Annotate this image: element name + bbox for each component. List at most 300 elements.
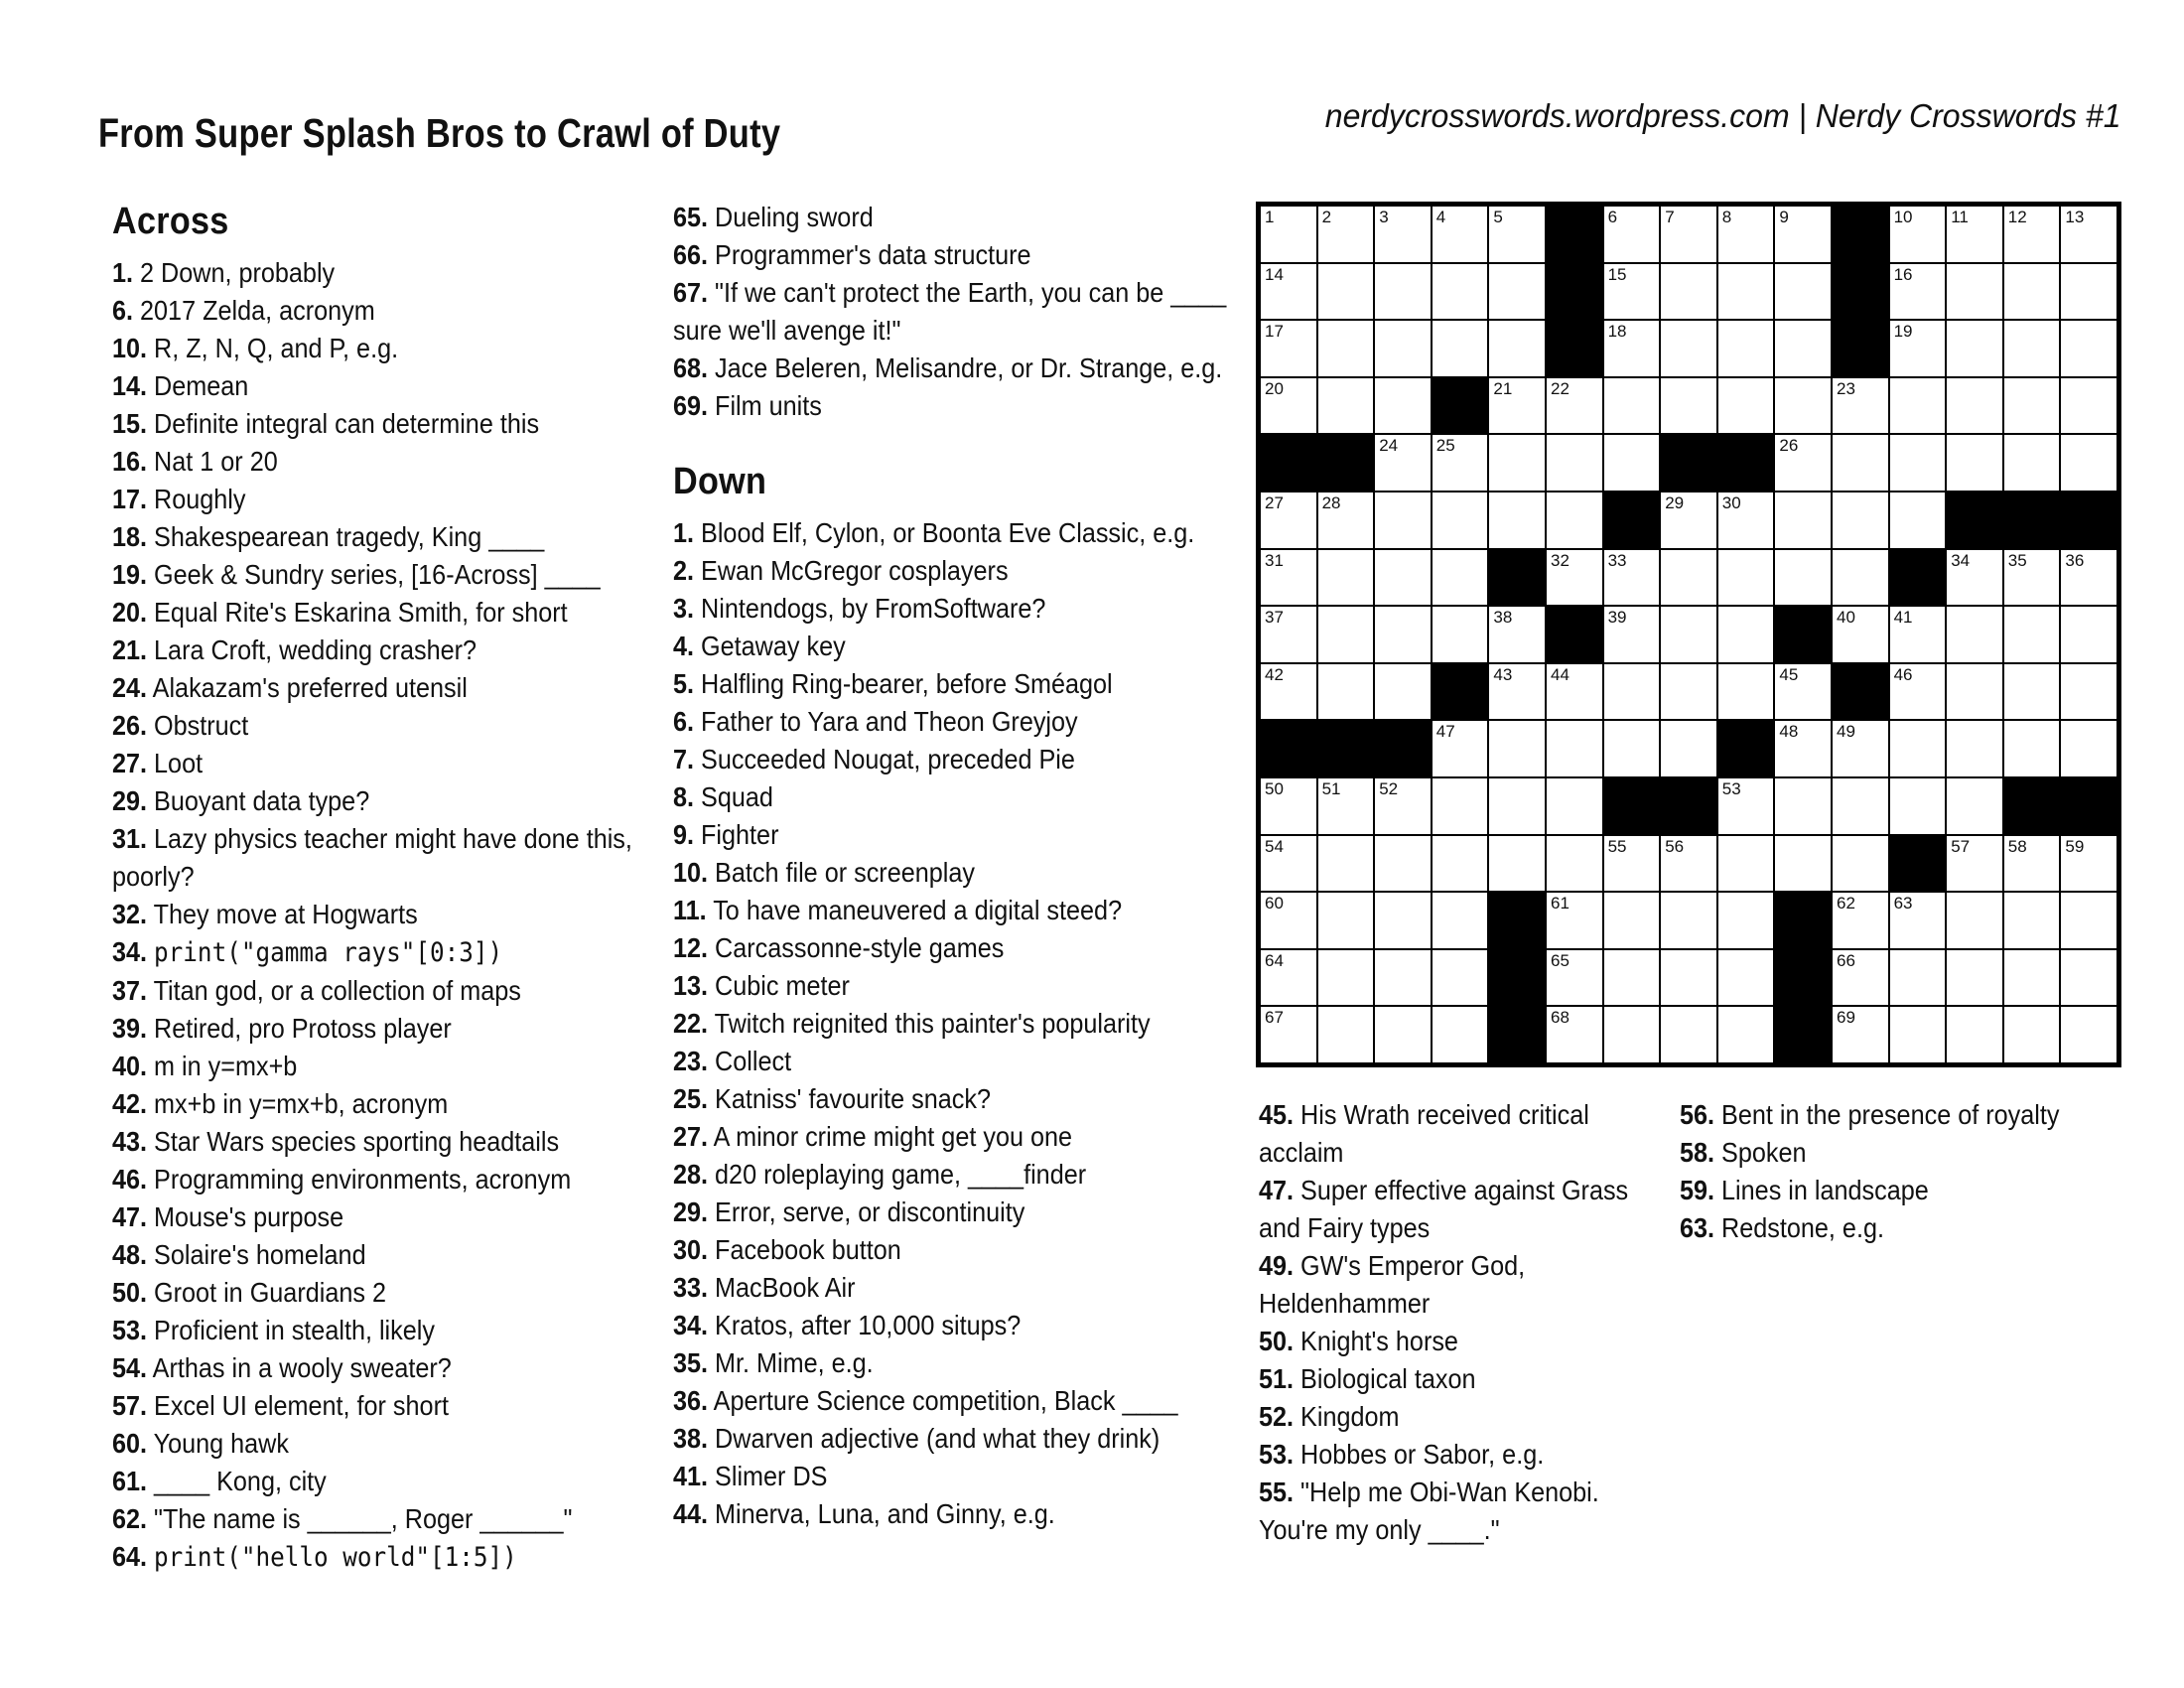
clue-number: 66. — [673, 239, 709, 270]
across-clue-64 — [112, 1538, 659, 1577]
grid-cell[interactable] — [1546, 892, 1603, 949]
clue-text: Nat 1 or 20 — [154, 446, 278, 477]
clue-text: Titan god, or a collection of maps — [153, 975, 521, 1006]
grid-cell[interactable] — [1889, 1006, 1947, 1063]
clue-number: 50. — [112, 1277, 148, 1308]
clue-text: Retired, pro Protoss player — [154, 1013, 452, 1044]
grid-cell[interactable] — [1488, 492, 1546, 549]
down-clue-5 — [673, 665, 1263, 703]
grid-cell[interactable] — [1488, 434, 1546, 492]
grid-cell[interactable] — [1488, 720, 1546, 777]
grid-cell[interactable] — [1660, 320, 1717, 377]
grid-cell[interactable] — [1717, 1006, 1775, 1063]
black-cell — [1603, 492, 1661, 549]
grid-cell[interactable] — [1717, 606, 1775, 663]
grid-cell[interactable] — [2003, 1006, 2061, 1063]
grid-cell[interactable] — [1317, 777, 1375, 835]
grid-cell[interactable] — [1374, 892, 1432, 949]
grid-cell[interactable] — [1889, 263, 1947, 321]
grid-cell[interactable] — [2003, 434, 2061, 492]
grid-cell[interactable] — [1546, 835, 1603, 893]
grid-cell[interactable] — [1317, 549, 1375, 607]
grid-cell[interactable] — [2003, 949, 2061, 1007]
clue-text: Kingdom — [1300, 1401, 1400, 1432]
grid-cell[interactable] — [1546, 549, 1603, 607]
grid-cell[interactable] — [1260, 835, 1317, 893]
grid-cell[interactable] — [1717, 263, 1775, 321]
across-clue-34 — [112, 933, 659, 972]
grid-cell[interactable] — [1488, 777, 1546, 835]
clue-text: A minor crime might get you one — [713, 1121, 1073, 1152]
grid-cell[interactable] — [1603, 263, 1661, 321]
clue-text: Getaway key — [701, 631, 846, 661]
clue-text: ____ Kong, city — [154, 1466, 327, 1496]
clue-text: print("hello world"[1:5]) — [154, 1542, 517, 1573]
clue-number: 8. — [673, 781, 695, 812]
cell-number: 55 — [1607, 836, 1627, 856]
grid-cell[interactable] — [1717, 206, 1775, 263]
grid-cell[interactable] — [1488, 320, 1546, 377]
cell-number: 43 — [1493, 664, 1513, 684]
grid-cell[interactable] — [1546, 492, 1603, 549]
grid-cell[interactable] — [1774, 263, 1832, 321]
grid-cell[interactable] — [1717, 949, 1775, 1007]
cell-number: 1 — [1265, 208, 1275, 226]
clue-number: 20. — [112, 597, 148, 628]
cell-number: 49 — [1836, 722, 1855, 742]
clue-number: 61. — [112, 1466, 148, 1496]
grid-cell[interactable] — [1546, 720, 1603, 777]
clue-text: d20 roleplaying game, ____finder — [715, 1159, 1087, 1190]
grid-cell[interactable] — [1832, 549, 1889, 607]
grid-cell[interactable] — [1660, 663, 1717, 721]
grid-cell[interactable] — [1432, 206, 1489, 263]
grid-cell[interactable] — [1717, 777, 1775, 835]
clue-number: 6. — [112, 295, 134, 326]
across-clue-42 — [112, 1085, 659, 1123]
grid-cell[interactable] — [1317, 377, 1375, 435]
grid-cell[interactable] — [1603, 377, 1661, 435]
across-clue-50 — [112, 1274, 659, 1312]
clue-number: 5. — [673, 668, 695, 699]
across-clue-31 — [112, 820, 659, 896]
grid-cell[interactable] — [2003, 720, 2061, 777]
grid-cell[interactable] — [2060, 1006, 2117, 1063]
grid-cell[interactable] — [1317, 263, 1375, 321]
grid-cell[interactable] — [1374, 492, 1432, 549]
grid-cell[interactable] — [1317, 320, 1375, 377]
across-clue-40 — [112, 1048, 659, 1085]
grid-cell[interactable] — [1260, 206, 1317, 263]
cell-number: 30 — [1721, 492, 1741, 512]
across-clues-overflow — [673, 199, 1263, 425]
cell-number: 59 — [2065, 836, 2085, 856]
grid-cell[interactable] — [1488, 663, 1546, 721]
cell-number: 37 — [1265, 608, 1284, 628]
grid-cell[interactable] — [1889, 949, 1947, 1007]
grid-cell[interactable] — [1660, 835, 1717, 893]
clue-number: 19. — [112, 559, 148, 590]
cell-number: 51 — [1321, 778, 1341, 798]
cell-number: 69 — [1836, 1008, 1855, 1028]
clue-text: print("gamma rays"[0:3]) — [154, 937, 503, 968]
grid-cell[interactable] — [2003, 606, 2061, 663]
grid-cell[interactable] — [2003, 377, 2061, 435]
cell-number: 58 — [2007, 836, 2027, 856]
cell-number: 53 — [1721, 778, 1741, 798]
grid-cell[interactable] — [1317, 949, 1375, 1007]
clue-number: 13. — [673, 970, 709, 1001]
clue-number: 63. — [1680, 1212, 1715, 1243]
grid-cell[interactable] — [1603, 720, 1661, 777]
grid-cell[interactable] — [1374, 1006, 1432, 1063]
clue-number: 34. — [673, 1310, 709, 1340]
clue-number: 60. — [112, 1428, 148, 1459]
grid-cell[interactable] — [1946, 549, 2003, 607]
grid-cell[interactable] — [1260, 320, 1317, 377]
grid-cell[interactable] — [1946, 835, 2003, 893]
grid-cell[interactable] — [1432, 777, 1489, 835]
grid-cell[interactable] — [1660, 949, 1717, 1007]
grid-cell[interactable] — [1946, 663, 2003, 721]
grid-cell[interactable] — [1717, 835, 1775, 893]
black-cell — [1717, 434, 1775, 492]
grid-cell[interactable] — [1432, 320, 1489, 377]
grid-cell[interactable] — [2060, 206, 2117, 263]
grid-cell[interactable] — [1374, 434, 1432, 492]
grid-cell[interactable] — [1774, 720, 1832, 777]
grid-cell[interactable] — [1374, 206, 1432, 263]
grid-cell[interactable] — [1946, 377, 2003, 435]
grid-cell[interactable] — [1660, 206, 1717, 263]
clue-text: 2 Down, probably — [140, 257, 336, 288]
grid-cell[interactable] — [1432, 606, 1489, 663]
grid-cell[interactable] — [2060, 606, 2117, 663]
grid-cell[interactable] — [1946, 1006, 2003, 1063]
grid-cell[interactable] — [1488, 835, 1546, 893]
grid-cell[interactable] — [1260, 377, 1317, 435]
across-clue-32 — [112, 896, 659, 933]
clue-number: 36. — [673, 1385, 709, 1416]
grid-cell[interactable] — [2060, 377, 2117, 435]
grid-cell[interactable] — [1432, 892, 1489, 949]
grid-cell[interactable] — [1889, 892, 1947, 949]
grid-cell[interactable] — [2060, 720, 2117, 777]
grid-cell[interactable] — [1603, 892, 1661, 949]
grid-cell[interactable] — [1774, 777, 1832, 835]
down-clue-50 — [1259, 1323, 1648, 1360]
black-cell — [2060, 777, 2117, 835]
grid-cell[interactable] — [1260, 263, 1317, 321]
grid-cell[interactable] — [1374, 663, 1432, 721]
clue-number: 44. — [673, 1498, 709, 1529]
grid-cell[interactable] — [1832, 949, 1889, 1007]
grid-cell[interactable] — [2060, 835, 2117, 893]
grid-cell[interactable] — [1260, 492, 1317, 549]
across-clue-14 — [112, 367, 659, 405]
grid-cell[interactable] — [1946, 949, 2003, 1007]
grid-cell[interactable] — [1603, 835, 1661, 893]
grid-cell[interactable] — [2003, 206, 2061, 263]
grid-cell[interactable] — [1832, 1006, 1889, 1063]
clue-text: Fighter — [701, 819, 779, 850]
cell-number: 9 — [1779, 208, 1789, 226]
grid-cell[interactable] — [1546, 777, 1603, 835]
clue-column-1 — [112, 199, 659, 1577]
grid-cell[interactable] — [1432, 949, 1489, 1007]
cell-number: 31 — [1265, 550, 1284, 570]
grid-cell[interactable] — [1832, 434, 1889, 492]
grid-cell[interactable] — [1432, 434, 1489, 492]
grid-cell[interactable] — [2060, 320, 2117, 377]
clue-number: 32. — [112, 899, 148, 929]
clue-text: They move at Hogwarts — [153, 899, 418, 929]
across-clue-61 — [112, 1463, 659, 1500]
grid-cell[interactable] — [1832, 720, 1889, 777]
clue-text: Squad — [701, 781, 773, 812]
grid-cell[interactable] — [1889, 663, 1947, 721]
grid-cell[interactable] — [1660, 377, 1717, 435]
cell-number: 44 — [1550, 664, 1570, 684]
grid-cell[interactable] — [1260, 549, 1317, 607]
cell-number: 66 — [1836, 950, 1855, 970]
clue-text: Minerva, Luna, and Ginny, e.g. — [715, 1498, 1055, 1529]
clue-text: Film units — [715, 390, 822, 421]
grid-cell[interactable] — [2003, 835, 2061, 893]
grid-cell[interactable] — [1374, 549, 1432, 607]
down-clue-52 — [1259, 1398, 1648, 1436]
cell-number: 13 — [2065, 208, 2085, 226]
grid-cell[interactable] — [1260, 1006, 1317, 1063]
down-clue-58 — [1680, 1134, 2126, 1172]
across-clue-67 — [673, 274, 1263, 350]
clue-text: Demean — [154, 370, 249, 401]
down-clue-13 — [673, 967, 1263, 1005]
grid-cell[interactable] — [1317, 492, 1375, 549]
across-clue-1 — [112, 254, 659, 292]
grid-cell[interactable] — [1317, 835, 1375, 893]
across-clue-69 — [673, 387, 1263, 425]
grid-cell[interactable] — [2060, 892, 2117, 949]
grid-cell[interactable] — [1774, 377, 1832, 435]
grid-cell[interactable] — [1946, 320, 2003, 377]
grid-cell[interactable] — [1832, 892, 1889, 949]
clue-number: 29. — [112, 785, 148, 816]
grid-cell[interactable] — [1374, 606, 1432, 663]
grid-cell[interactable] — [1488, 606, 1546, 663]
grid-cell[interactable] — [1603, 663, 1661, 721]
grid-cell[interactable] — [1660, 549, 1717, 607]
grid-cell[interactable] — [1717, 892, 1775, 949]
grid-cell[interactable] — [1889, 777, 1947, 835]
grid-cell[interactable] — [1660, 1006, 1717, 1063]
grid-cell[interactable] — [1603, 434, 1661, 492]
grid-cell[interactable] — [1603, 320, 1661, 377]
grid-cell[interactable] — [1432, 492, 1489, 549]
clue-text: Redstone, e.g. — [1721, 1212, 1884, 1243]
grid-cell[interactable] — [1946, 777, 2003, 835]
grid-cell[interactable] — [1832, 377, 1889, 435]
grid-cell[interactable] — [1603, 949, 1661, 1007]
grid-cell[interactable] — [1717, 377, 1775, 435]
grid-cell[interactable] — [2060, 949, 2117, 1007]
grid-cell[interactable] — [1660, 606, 1717, 663]
grid-cell[interactable] — [2003, 892, 2061, 949]
grid-cell[interactable] — [1774, 206, 1832, 263]
grid-cell[interactable] — [1717, 663, 1775, 721]
grid-cell[interactable] — [1317, 606, 1375, 663]
across-clue-19 — [112, 556, 659, 594]
grid-cell[interactable] — [1374, 835, 1432, 893]
grid-cell[interactable] — [1603, 1006, 1661, 1063]
clue-text: Shakespearean tragedy, King ____ — [154, 521, 545, 552]
grid-cell[interactable] — [1603, 206, 1661, 263]
grid-cell[interactable] — [2060, 434, 2117, 492]
grid-cell[interactable] — [1946, 206, 2003, 263]
grid-cell[interactable] — [1774, 434, 1832, 492]
cell-number: 27 — [1265, 492, 1284, 512]
across-clue-10 — [112, 330, 659, 367]
black-cell — [1832, 663, 1889, 721]
grid-cell[interactable] — [1374, 263, 1432, 321]
grid-cell[interactable] — [1717, 492, 1775, 549]
grid-cell[interactable] — [1488, 206, 1546, 263]
grid-cell[interactable] — [1546, 1006, 1603, 1063]
grid-cell[interactable] — [1717, 320, 1775, 377]
grid-cell[interactable] — [1889, 320, 1947, 377]
clue-text: Geek & Sundry series, [16-Across] ____ — [154, 559, 601, 590]
grid-cell[interactable] — [1774, 549, 1832, 607]
clue-text: "Help me Obi-Wan Kenobi. You're my only ____." — [1259, 1477, 1599, 1545]
grid-cell[interactable] — [1317, 663, 1375, 721]
grid-cell[interactable] — [1660, 263, 1717, 321]
grid-cell[interactable] — [1260, 663, 1317, 721]
grid-cell[interactable] — [1946, 434, 2003, 492]
grid-cell[interactable] — [1260, 892, 1317, 949]
clue-number: 24. — [112, 672, 148, 703]
clue-number: 47. — [1259, 1175, 1295, 1205]
across-clue-53 — [112, 1312, 659, 1349]
cell-number: 7 — [1665, 208, 1675, 226]
grid-cell[interactable] — [1774, 835, 1832, 893]
grid-cell[interactable] — [1488, 263, 1546, 321]
clue-text: Dueling sword — [715, 202, 874, 232]
grid-cell[interactable] — [1889, 434, 1947, 492]
grid-cell[interactable] — [1946, 606, 2003, 663]
grid-cell[interactable] — [1317, 206, 1375, 263]
grid-cell[interactable] — [1374, 320, 1432, 377]
grid-cell[interactable] — [1374, 949, 1432, 1007]
clue-number: 58. — [1680, 1137, 1715, 1168]
cell-number: 48 — [1779, 722, 1799, 742]
grid-cell[interactable] — [1832, 492, 1889, 549]
grid-cell[interactable] — [1546, 663, 1603, 721]
grid-cell[interactable] — [1946, 892, 2003, 949]
grid-cell[interactable] — [1432, 835, 1489, 893]
grid-cell[interactable] — [1432, 549, 1489, 607]
black-cell — [2060, 492, 2117, 549]
grid-cell[interactable] — [1717, 549, 1775, 607]
grid-cell[interactable] — [1260, 949, 1317, 1007]
grid-cell[interactable] — [2003, 320, 2061, 377]
grid-cell[interactable] — [1832, 606, 1889, 663]
grid-cell[interactable] — [1832, 777, 1889, 835]
cell-number: 52 — [1379, 778, 1399, 798]
grid-cell[interactable] — [1317, 892, 1375, 949]
grid-cell[interactable] — [1889, 206, 1947, 263]
grid-cell[interactable] — [1432, 1006, 1489, 1063]
grid-cell[interactable] — [1488, 377, 1546, 435]
clue-number: 35. — [673, 1347, 709, 1378]
clue-text: Succeeded Nougat, preceded Pie — [701, 744, 1075, 774]
clue-text: Mouse's purpose — [154, 1201, 344, 1232]
down-clue-45 — [1259, 1096, 1648, 1172]
clue-text: Carcassonne-style games — [715, 932, 1005, 963]
clue-text: Lara Croft, wedding crasher? — [154, 634, 478, 665]
across-clue-43 — [112, 1123, 659, 1161]
down-clue-4 — [673, 628, 1263, 665]
cell-number: 21 — [1493, 378, 1513, 398]
down-clue-1 — [673, 514, 1263, 552]
across-clues-main — [112, 254, 659, 1577]
clue-number: 21. — [112, 634, 148, 665]
across-clue-20 — [112, 594, 659, 632]
grid-cell[interactable] — [1432, 263, 1489, 321]
grid-cell[interactable] — [1774, 492, 1832, 549]
across-clue-15 — [112, 405, 659, 443]
grid-cell[interactable] — [1546, 377, 1603, 435]
grid-cell[interactable] — [1260, 777, 1317, 835]
clue-number: 47. — [112, 1201, 148, 1232]
grid-cell[interactable] — [1660, 492, 1717, 549]
grid-cell[interactable] — [1889, 606, 1947, 663]
clue-number: 17. — [112, 484, 148, 514]
grid-cell[interactable] — [1432, 720, 1489, 777]
grid-cell[interactable] — [2060, 263, 2117, 321]
down-clue-22 — [673, 1005, 1263, 1043]
grid-cell[interactable] — [1889, 720, 1947, 777]
grid-cell[interactable] — [1603, 549, 1661, 607]
black-cell — [1546, 320, 1603, 377]
grid-cell[interactable] — [1889, 492, 1947, 549]
grid-cell[interactable] — [1774, 320, 1832, 377]
grid-cell[interactable] — [1374, 377, 1432, 435]
across-clue-26 — [112, 707, 659, 745]
grid-cell[interactable] — [1889, 377, 1947, 435]
grid-cell[interactable] — [1832, 835, 1889, 893]
grid-cell[interactable] — [2003, 663, 2061, 721]
grid-cell[interactable] — [1660, 720, 1717, 777]
grid-cell[interactable] — [1317, 1006, 1375, 1063]
clue-number: 28. — [673, 1159, 709, 1190]
down-clue-9 — [673, 816, 1263, 854]
grid-cell[interactable] — [2003, 263, 2061, 321]
grid-cell[interactable] — [1546, 949, 1603, 1007]
down-clue-38 — [673, 1420, 1263, 1458]
grid-cell[interactable] — [2003, 549, 2061, 607]
grid-cell[interactable] — [1546, 434, 1603, 492]
grid-cell[interactable] — [2060, 663, 2117, 721]
clue-number: 38. — [673, 1423, 709, 1454]
grid-cell[interactable] — [1603, 606, 1661, 663]
grid-cell[interactable] — [1946, 720, 2003, 777]
grid-cell[interactable] — [1946, 263, 2003, 321]
grid-cell[interactable] — [1260, 606, 1317, 663]
grid-cell[interactable] — [1374, 777, 1432, 835]
grid-cell[interactable] — [1660, 892, 1717, 949]
grid-cell[interactable] — [1774, 663, 1832, 721]
grid-cell[interactable] — [2060, 549, 2117, 607]
